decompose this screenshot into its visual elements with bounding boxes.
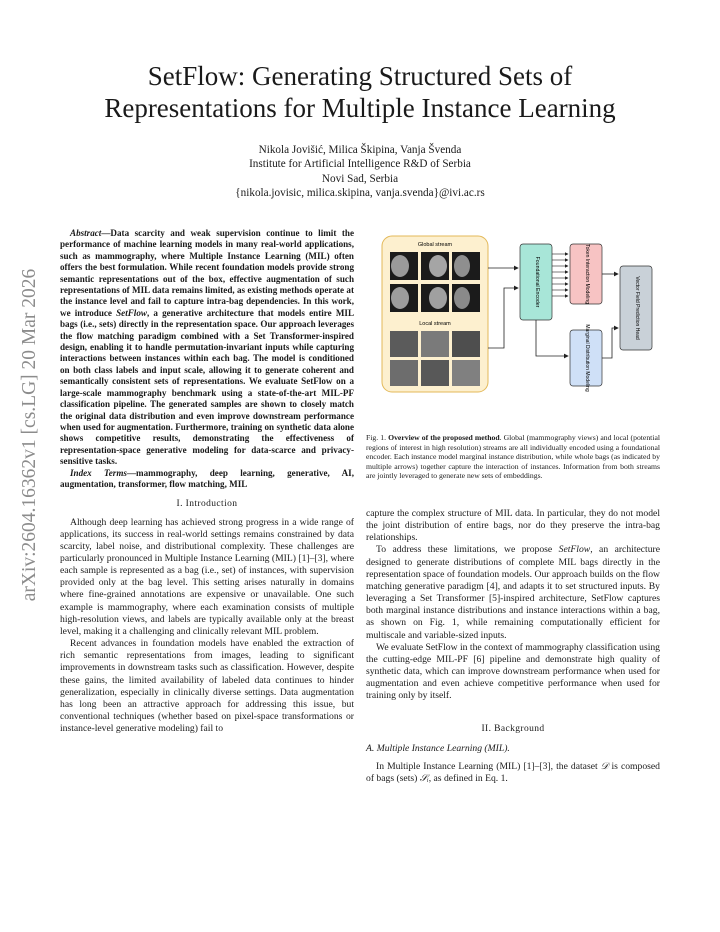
paper-title <box>40 60 680 124</box>
author-city: Novi Sad, Serbia <box>321 172 399 185</box>
author-names: Nikola Jovišić, Milica Škipina, Vanja Švenda <box>258 144 462 156</box>
author-affiliation: Institute for Artificial Intelligence R&D of Serbia <box>249 158 471 171</box>
title-line-2: Representations for Multiple Instance Learning <box>104 93 616 123</box>
roi-patch <box>421 331 449 357</box>
arrows-to-head <box>602 274 618 358</box>
index-terms-text: —mammography, deep learning, generative, AI, augmentation, transformer, flow matching, MIL <box>60 467 354 489</box>
abstract-label: Abstract <box>70 228 102 238</box>
section-heading-background: II. Background <box>481 723 545 734</box>
right-p3-c: , as defined in Eq. 1. <box>428 772 508 784</box>
arrows-to-encoder <box>488 268 518 348</box>
right-p1-name: SetFlow <box>558 544 591 556</box>
foundational-encoder-label: Foundational Encoder <box>534 256 540 308</box>
token-interaction-label: Token Interaction Modeling <box>584 244 590 304</box>
section-heading-introduction: I. Introduction <box>176 499 238 510</box>
roi-patch <box>452 331 480 357</box>
caption-bold: Overview of the proposed method <box>388 433 500 442</box>
figure-1-diagram <box>368 228 660 426</box>
right-p1-a: To address these limitations, we propose <box>376 544 559 556</box>
abstract-text: —Data scarcity and weak supervision continue to limit the performance of machine learning models in many real-world applications, such as mammography, where Multiple Instance Learning (MIL) often offers the best formulation. While recent foundation models provide strong semantic representations out of the box, effective augmentation of such representations of MIL data remains limited, as existing methods operate at the instance level and fail to capture intra-bag dependencies. In this work, we introduce <box>60 228 354 318</box>
right-paragraph-0: capture the complex structure of MIL data. In particular, they do not model the joint distribution of entire bags, nor do they preserve the intra-bag relationships. <box>366 508 660 544</box>
right-column <box>366 508 660 785</box>
arxiv-stamp <box>12 230 48 640</box>
arrow-to-marginal <box>536 320 568 356</box>
right-paragraph-3 <box>366 761 660 785</box>
right-p3-a: In Multiple Instance Learning (MIL) [1]–[3], the dataset <box>376 760 601 772</box>
abstract-method-name: SetFlow <box>116 307 147 318</box>
arxiv-stamp-text: arXiv:2604.16362v1 [cs.LG] 20 Mar 2026 <box>19 268 40 602</box>
right-p1-b: , an architecture designed to generate distributions of complete MIL bags directly in the representation space of foundation models. Our approach builds on the flow matching generative paradigm [4], and adapts it to set structured inputs. By leveraging a Set Transformer [5]-inspired architecture, SetFlow captures both marginal instance distributions and instance interactions within a bag, as shown on Fig. 1, while remaining computationally efficient for multiscale and variable-sized inputs. <box>366 544 660 641</box>
subsection-heading-mil: A. Multiple Instance Learning (MIL). <box>366 742 510 754</box>
dataset-symbol: 𝒟 <box>600 760 609 772</box>
breast-shape <box>429 287 447 309</box>
multi-arrows-to-token <box>552 254 568 296</box>
caption-label: Fig. 1. <box>366 433 387 442</box>
figure-1-caption <box>366 433 660 481</box>
intro-paragraph-1: Although deep learning has achieved strong progress in a wide range of applications, its success in real-world settings remains constrained by data scarcity, label noise, and distributional complexity. These challenges are particularly pronounced in Multiple Instance Learning (MIL) [1]–[3], where each sample is represented as a bag (i.e., set) of instances, with supervision provided only at the bag level. This setting arises naturally in domains where fine-grained annotations are expensive or unavailable. One such example is mammography, where each examination consists of multiple high-resolution views, and labels are typically available only at the breast level, making it a challenging and clinically relevant MIL problem. <box>60 516 354 637</box>
abstract-text-2: , a generative architecture that models entire MIL bags (i.e., sets) directly in the representation space. Our approach leverages the flow matching paradigm combined with a Set Transformer-inspired design, enabling it to handle permutation-invariant inputs while capturing interactions between instances within each bag. The model is conditioned on both class labels and input scale, allowing it to generate coherent and semantically consistent sets of representations. We evaluate SetFlow on a large-scale mammography benchmark using a state-of-the-art MIL-PF classification pipeline. The generated samples are shown to closely match the original data distribution and even improve downstream performance when used for augmentation. Furthermore, training on synthetic data alone shows competitive results, demonstrating the effectiveness of representation-space generative modeling for data-scarce and privacy-sensitive tasks. <box>60 307 355 467</box>
local-stream-label: Local stream <box>419 321 451 327</box>
breast-shape <box>429 255 447 277</box>
author-block <box>120 143 600 201</box>
roi-patch <box>390 331 418 357</box>
breast-shape <box>391 255 409 277</box>
title-line-1: SetFlow: Generating Structured Sets of <box>147 61 573 91</box>
global-stream-label: Global stream <box>417 242 453 248</box>
right-paragraph-1 <box>366 544 660 641</box>
vector-field-head-label: Vector Field Prediction Head <box>634 276 640 340</box>
abstract <box>60 228 354 468</box>
breast-shape <box>391 287 409 309</box>
right-paragraph-2: We evaluate SetFlow in the context of mammography classification using the cutting-edge MIL-PF [6] pipeline and demonstrate high quality of synthetic data, which can improve downstream performance when used for augmentation and even achieve competitive performance when used for training only by itself. <box>366 641 660 702</box>
roi-patch <box>421 360 449 386</box>
intro-paragraph-2: Recent advances in foundation models have enabled the extraction of rich semantic representations from images, leading to significant improvements in downstream tasks such as classification. However, despite these gains, the limited availability of labeled data continues to hinder generalization, especially in clinically diverse settings. Data augmentation has long been an attractive approach for addressing this issue, but conventional techniques (whether based on pixel-space transformations or instance-level generative modeling) fail to <box>60 638 354 735</box>
bag-symbol: 𝒮ᵢ <box>419 772 429 784</box>
roi-patch <box>452 360 480 386</box>
index-terms-label: Index Terms <box>70 467 127 478</box>
author-emails: {nikola.jovisic, milica.skipina, vanja.svenda}@ivi.ac.rs <box>235 187 485 200</box>
marginal-distribution-label: Marginal Distribution Modeling <box>584 324 590 392</box>
index-terms <box>60 468 354 491</box>
breast-shape <box>454 287 470 309</box>
caption-text: . Global (mammography views) and local (potential regions of interest in high resolution) streams are all individually encoded using a foundational encoder. Each instance model marginal instance distribution, while whole bags (as indicated by multiple arrows) together capture the interaction of instances. Information from both streams are jointly leveraged to generate new sets of embeddings. <box>366 433 660 480</box>
right-p3-b: is composed of bags (sets) <box>366 760 660 784</box>
left-column <box>60 228 354 735</box>
breast-shape <box>454 255 470 277</box>
roi-patch <box>390 360 418 386</box>
